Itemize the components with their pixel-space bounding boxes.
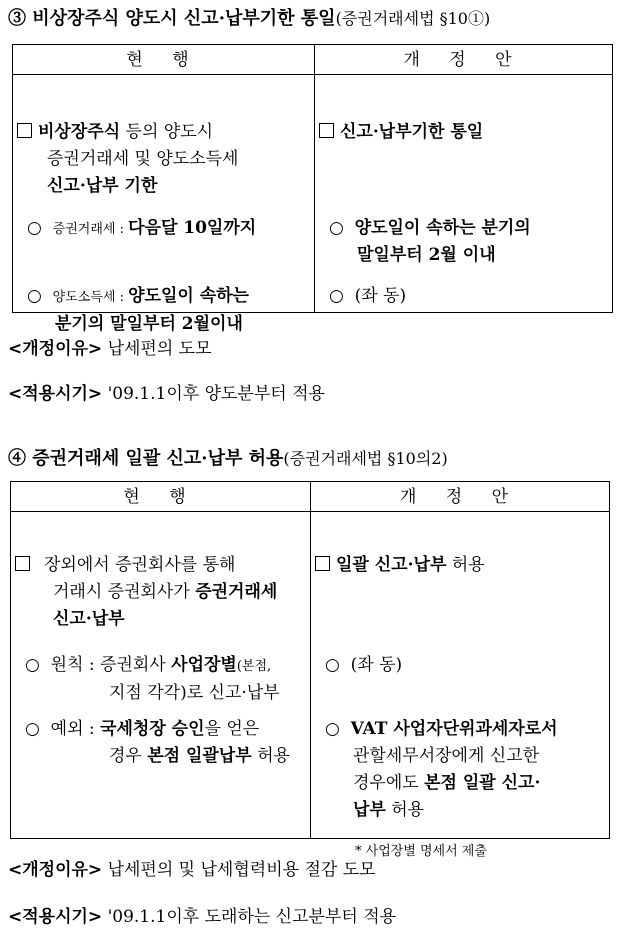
proposed-cell: [315, 75, 613, 313]
comparison-table-2: [10, 481, 610, 859]
circle-bullet-icon: ○: [329, 286, 344, 306]
box-item: 장외에서 증권회사를 통해 거래시 증권회사가 증권거래세 신고·납부: [15, 552, 277, 633]
bullet-item: ○ 양도소득세 : 양도일이 속하는 분기의 말일부터 2월이내: [27, 286, 249, 334]
circle-bullet-icon: ○: [25, 719, 40, 739]
section-title: 비상장주식 양도시 신고·납부기한 통일: [32, 8, 336, 29]
circle-bullet-icon: ○: [325, 719, 340, 739]
checkbox-square-icon: [17, 123, 32, 138]
proposed-cell: [311, 512, 610, 859]
checkbox-square-icon: [319, 123, 334, 138]
current-cell: [11, 512, 311, 839]
law-reference: (증권거래세법 §10①): [335, 9, 491, 28]
section-number: ③: [8, 8, 26, 29]
bullet-item: ○ (좌 동): [329, 286, 407, 306]
section-number: ④: [8, 448, 26, 469]
revision-reason: <개정이유> 납세편의 도모: [8, 339, 212, 359]
box-item: 일괄 신고·납부 허용: [315, 552, 485, 579]
footnote: * 사업장별 명세서 제출: [355, 844, 487, 859]
bullet-item: ○ (좌 동): [325, 655, 403, 675]
checkbox-square-icon: [15, 556, 30, 571]
bullet-item: ○ 양도일이 속하는 분기의 말일부터 2월 이내: [329, 218, 531, 265]
column-header-proposed: 개 정 안: [311, 482, 610, 512]
circle-bullet-icon: ○: [27, 286, 42, 306]
effective-date: <적용시기> '09.1.1이후 양도분부터 적용: [8, 384, 325, 404]
circle-bullet-icon: ○: [329, 218, 344, 238]
comparison-table-1: [12, 44, 613, 334]
column-header-current: 현 행: [13, 45, 315, 75]
column-header-current: 현 행: [11, 482, 311, 512]
checkbox-square-icon: [315, 556, 330, 571]
column-header-proposed: 개 정 안: [315, 45, 613, 75]
circle-bullet-icon: ○: [325, 655, 340, 675]
bullet-item: ○ 증권거래세 : 다음달 10일까지: [27, 218, 257, 238]
section-title: 증권거래세 일괄 신고·납부 허용: [32, 448, 284, 469]
circle-bullet-icon: ○: [25, 655, 40, 675]
bullet-item: ○ VAT 사업자단위과세자로서 관할세무서장에게 신고한 경우에도 본점 일괄 신고· 납부 허용: [325, 719, 558, 820]
box-item: 비상장주식 등의 양도시 증권거래세 및 양도소득세 신고·납부 기한: [17, 119, 238, 200]
effective-date: <적용시기> '09.1.1이후 도래하는 신고분부터 적용: [8, 907, 397, 927]
bullet-item: ○ 원칙 : 증권회사 사업장별(본점, 지점 각각)로 신고·납부: [25, 655, 280, 703]
section-heading-1: [8, 4, 490, 30]
revision-reason: <개정이유> 납세편의 및 납세협력비용 절감 도모: [8, 860, 376, 880]
law-reference: (증권거래세법 §10의2): [283, 449, 448, 468]
current-cell: [13, 75, 315, 334]
box-item: 신고·납부기한 통일: [319, 119, 483, 146]
circle-bullet-icon: ○: [27, 218, 42, 238]
section-heading-2: [8, 444, 448, 470]
bullet-item: ○ 예외 : 국세청장 승인을 얻은 경우 본점 일괄납부 허용: [25, 719, 290, 766]
